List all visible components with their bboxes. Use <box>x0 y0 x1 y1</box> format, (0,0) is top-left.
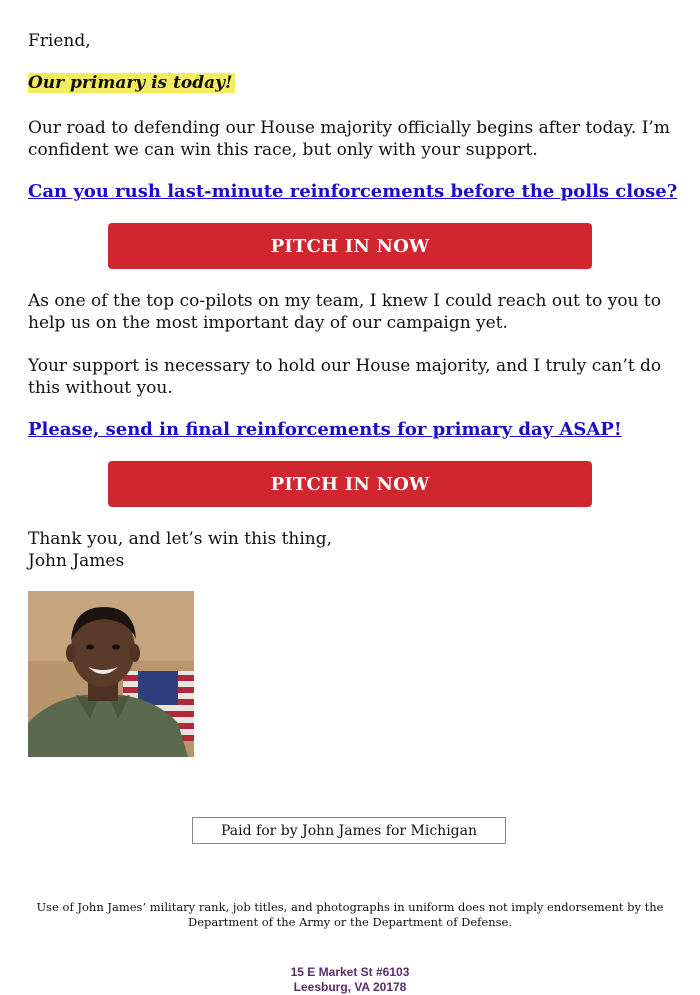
headline-highlight: Our primary is today! <box>28 73 235 93</box>
paragraph-3: Your support is necessary to hold our House majority, and I truly can’t do this without you. <box>28 356 662 398</box>
greeting: Friend, <box>28 31 91 51</box>
headline <box>28 72 678 94</box>
pitch-in-button-2[interactable]: PITCH IN NOW <box>108 461 592 507</box>
address-line-2: Leesburg, VA 20178 <box>293 980 407 994</box>
pitch-in-button-1[interactable]: PITCH IN NOW <box>108 223 592 269</box>
candidate-portrait-image <box>28 591 194 757</box>
mailing-address <box>0 965 700 995</box>
paragraph-1: Our road to defending our House majority officially begins after today. I’m confident we can win this race, but only with your support. <box>28 118 670 160</box>
paid-for-disclaimer-box: Paid for by John James for Michigan <box>192 817 506 844</box>
signoff <box>28 528 678 572</box>
donate-link-1[interactable]: Can you rush last-minute reinforcements before the polls close? <box>28 181 678 202</box>
signoff-name: John James <box>28 551 125 571</box>
candidate-photo <box>28 591 194 757</box>
paragraph-2: As one of the top co-pilots on my team, I knew I could reach out to you to help us on the most important day of our campaign yet. <box>28 291 661 333</box>
signoff-line-1: Thank you, and let’s win this thing, <box>28 529 333 549</box>
military-disclaimer: Use of John James’ military rank, job titles, and photographs in uniform does not imply endorsement by the Department of the Army or the Department of Defense. <box>36 900 664 929</box>
donate-link-2[interactable]: Please, send in final reinforcements for primary day ASAP! <box>28 419 622 440</box>
address-line-1: 15 E Market St #6103 <box>290 965 410 979</box>
